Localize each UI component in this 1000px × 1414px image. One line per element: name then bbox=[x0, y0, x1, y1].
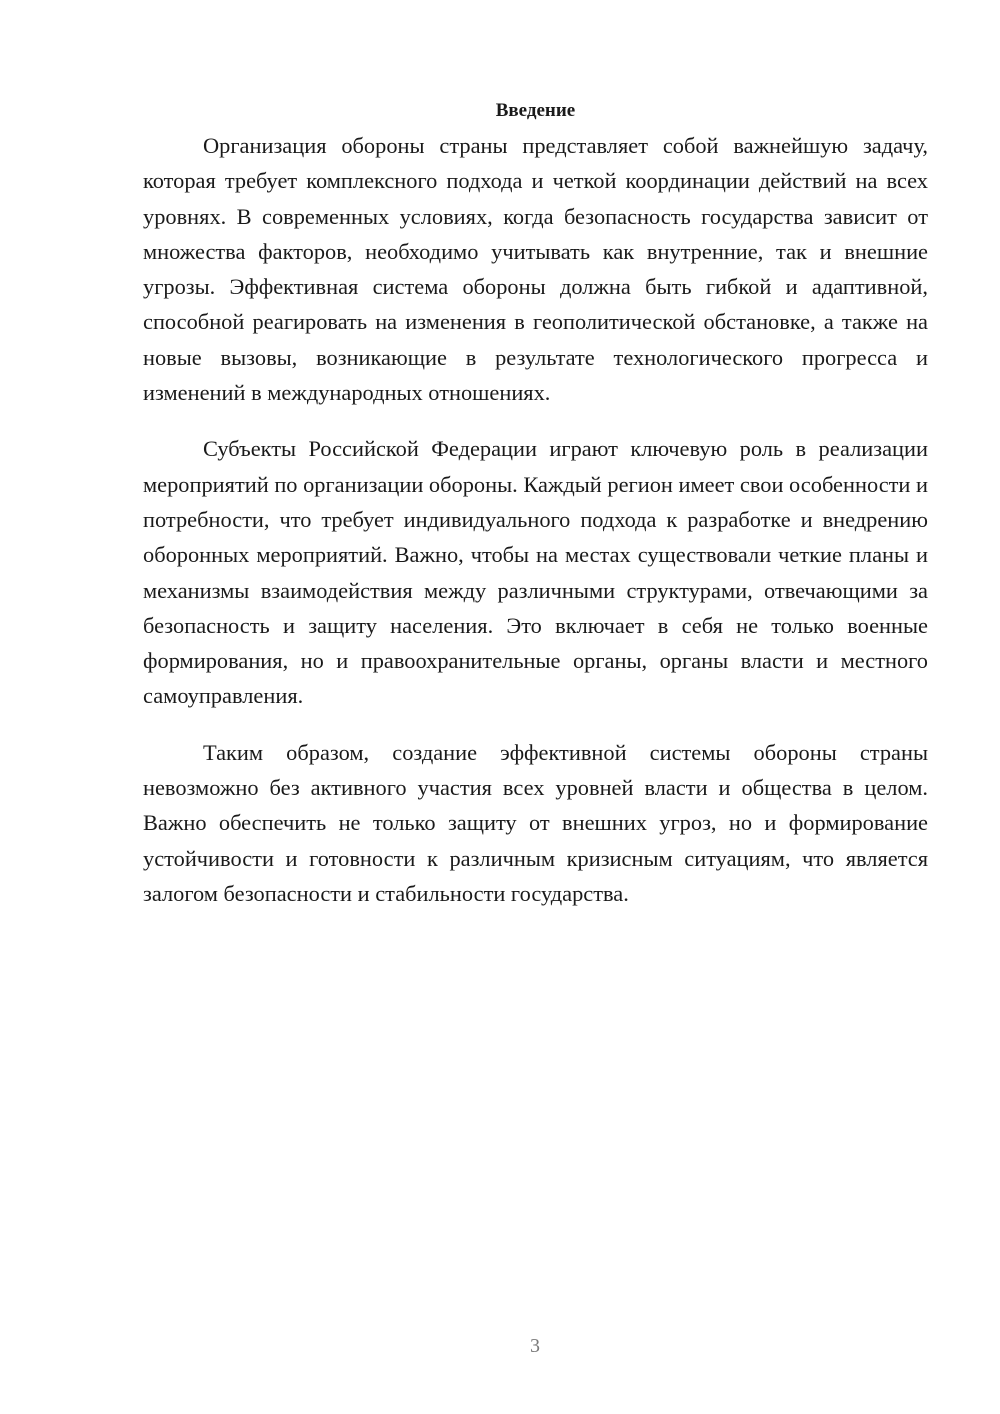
paragraph-2: Субъекты Российской Федерации играют ключевую роль в реализации мероприятий по организации обороны. Каждый регион имеет свои особенности и потребности, что требует индивидуального подхода к разработке и внедрению оборонных мероприятий. Важно, чтобы на местах существовали четкие планы и механизмы взаимодействия между различными структурами, отвечающими за безопасность и защиту населения. Это включает в себя не только военные формирования, но и правоохранительные органы, органы власти и местного самоуправления. bbox=[143, 436, 928, 709]
page-content bbox=[143, 98, 928, 932]
section-heading: Введение bbox=[495, 100, 576, 121]
paragraph-3: Таким образом, создание эффективной системы обороны страны невозможно без активного участия всех уровней власти и общества в целом. Важно обеспечить не только защиту от внешних угроз, но и формирование устойчивости и готовности к различным кризисным ситуациям, что является залогом безопасности и стабильности государства. bbox=[143, 739, 928, 906]
page-number: 3 bbox=[530, 1335, 540, 1357]
paragraph-1: Организация обороны страны представляет собой важнейшую задачу, которая требует комплексного подхода и четкой координации действий на всех уровнях. В современных условиях, когда безопасность государства зависит от множества факторов, необходимо учитывать как внутренние, так и внешние угрозы. Эффективная система обороны должна быть гибкой и адаптивной, способной реагировать на изменения в геополитической обстановке, а также на новые вызовы, возникающие в результате технологического прогресса и изменений в международных отношениях. bbox=[143, 133, 928, 406]
